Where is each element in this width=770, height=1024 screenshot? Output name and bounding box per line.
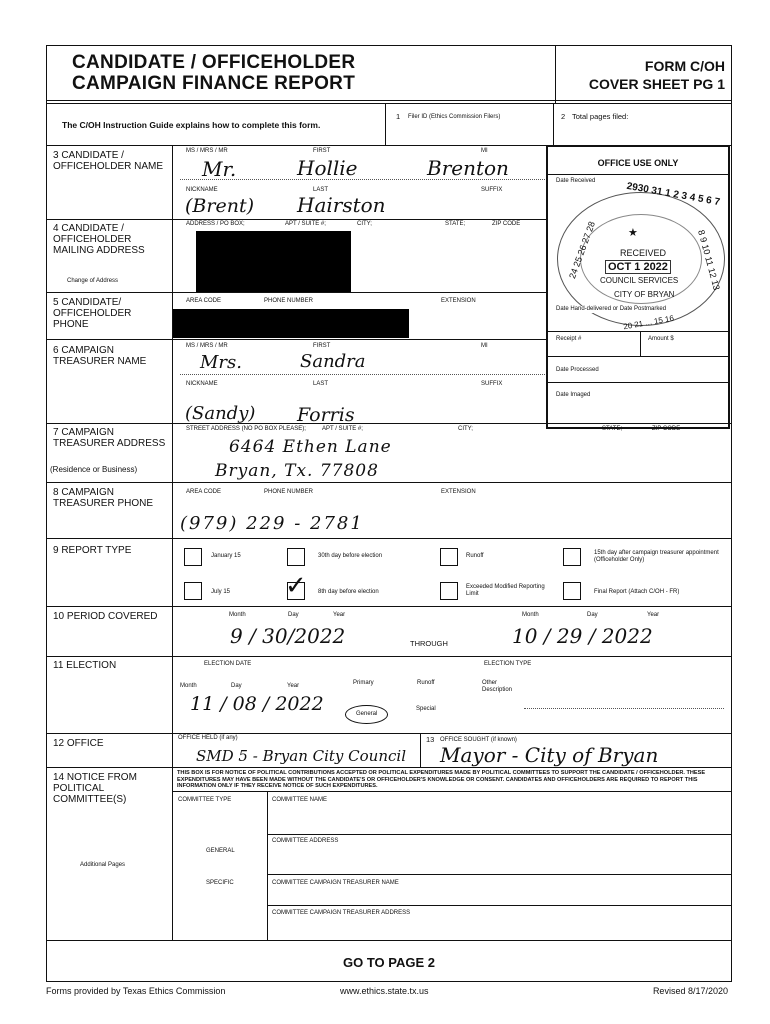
divider (47, 733, 731, 734)
treasurer-city-value: Bryan, Tx. 77808 (215, 461, 379, 481)
divider (47, 292, 546, 293)
form-title-line2: CAMPAIGN FINANCE REPORT (72, 73, 356, 94)
field-label: CITY; (357, 221, 372, 227)
divider (420, 733, 421, 767)
field-label: Day (288, 612, 299, 618)
field-label: STATE; (602, 426, 623, 432)
report-15day-checkbox[interactable] (563, 548, 581, 566)
election-primary-label[interactable]: Primary (353, 680, 374, 686)
field-label: SUFFIX (481, 187, 503, 193)
field-label: CITY; (458, 426, 473, 432)
field-label: COMMITTEE TYPE (178, 797, 232, 803)
report-runoff-checkbox[interactable] (440, 548, 458, 566)
field-label: MS / MRS / MR (186, 343, 228, 349)
stamp-ring-bottom: 20 21 ... 15 16 (622, 313, 675, 332)
report-jan15-checkbox[interactable] (184, 548, 202, 566)
form-subtitle: COVER SHEET PG 1 (588, 76, 725, 92)
divider (47, 656, 731, 657)
treasurer-first-value: Sandra (300, 351, 366, 372)
redacted-mailing-address (196, 231, 351, 292)
office-use-title: OFFICE USE ONLY (597, 158, 679, 168)
report-final-checkbox[interactable] (563, 582, 581, 600)
treasurer-phone-value: (979) 229 - 2781 (180, 513, 364, 534)
divider (548, 382, 728, 383)
section-11-label: 11 ELECTION (53, 660, 117, 671)
divider (267, 791, 268, 940)
form-id: FORM C/OH (644, 58, 725, 74)
section-7-label: 7 CAMPAIGN TREASURER ADDRESS (53, 427, 166, 449)
field-label: APT / SUITE #; (285, 221, 326, 227)
divider (180, 179, 545, 180)
amount-label: Amount $ (648, 336, 674, 342)
field-label: EXTENSION (441, 489, 476, 495)
divider (47, 940, 731, 941)
field-label: Year (647, 612, 660, 618)
office-sought-value: Mayor - City of Bryan (440, 743, 659, 767)
treasurer-nickname-value: (Sandy) (185, 403, 256, 424)
candidate-last-value: Hairston (297, 193, 386, 217)
field-label: Year (287, 683, 300, 689)
field-label: EXTENSION (441, 298, 476, 304)
divider (47, 339, 546, 340)
divider (385, 103, 386, 145)
section-7-sub: (Residence or Business) (50, 465, 138, 474)
total-pages-num: 2 (561, 112, 566, 121)
redacted-candidate-phone (173, 309, 409, 338)
report-8day-checkmark: ✓ (285, 571, 307, 601)
receipt-label: Receipt # (556, 336, 582, 342)
office-held-value: SMD 5 - Bryan City Council (196, 747, 406, 765)
election-special-label[interactable]: Special (416, 706, 436, 712)
report-jan15-label: January 15 (211, 553, 241, 559)
report-runoff-label: Runoff (466, 553, 484, 559)
divider (47, 482, 731, 483)
footer-revised: Revised 8/17/2020 (652, 986, 728, 996)
footer-provided: Forms provided by Texas Ethics Commission (46, 986, 226, 996)
divider (553, 103, 554, 145)
period-from-value: 9 / 30/2022 (230, 624, 346, 648)
section-3-label: 3 CANDIDATE / OFFICEHOLDER NAME (53, 150, 164, 172)
report-exceeded-checkbox[interactable] (440, 582, 458, 600)
star-icon: ★ (628, 227, 638, 239)
footer-url[interactable]: www.ethics.state.tx.us (340, 986, 429, 996)
field-label: PHONE NUMBER (264, 298, 314, 304)
report-exceeded-label: Exceeded Modified Reporting Limit (466, 584, 545, 597)
stamp-ring-left: 24 25 26 27 28 (567, 220, 598, 280)
field-label: APT / SUITE #; (322, 426, 363, 432)
field-label: FIRST (313, 343, 331, 349)
stamp-ring-right: 8 9 10 11 12 13 (696, 228, 722, 292)
field-label: Month (229, 612, 246, 618)
field-label: Year (333, 612, 346, 618)
field-label: NICKNAME (186, 187, 218, 193)
notice-text: THIS BOX IS FOR NOTICE OF POLITICAL CONTRIBUTIONS ACCEPTED OR POLITICAL EXPENDITURES MADE BY POLITICAL COMMITTEES TO SUPPORT THE CANDIDATE / OFFICEHOLDER. THESE EXPENDITURES MAY HAVE BEEN MADE WITHOUT THE CANDIDATE'S OR OFFICEHOLDER'S KNOWLEDGE OR CONSENT. CANDIDATES AND OFFICEHOLDERS ARE REQUIRED TO REPORT THIS INFORMATION ONLY IF THEY RECEIVE NOTICE OF SUCH EXPENDITURES. (177, 770, 706, 789)
section-9-label: 9 REPORT TYPE (53, 545, 132, 556)
committee-specific-label[interactable]: SPECIFIC (206, 880, 234, 886)
report-30day-label: 30th day before election (318, 553, 383, 559)
section-14-label: 14 NOTICE FROM POLITICAL COMMITTEE(S) (53, 772, 137, 805)
field-label: COMMITTEE ADDRESS (272, 838, 339, 844)
divider (548, 331, 728, 332)
divider (47, 423, 731, 424)
field-label: NICKNAME (186, 381, 218, 387)
report-jul15-label: July 15 (211, 589, 231, 595)
candidate-mi-value: Brenton (427, 156, 509, 180)
field-label: AREA CODE (186, 489, 222, 495)
field-label: COMMITTEE CAMPAIGN TREASURER ADDRESS (272, 910, 411, 916)
total-pages-label: Total pages filed: (572, 112, 629, 121)
field-label: MI (481, 343, 488, 349)
stamp-received: RECEIVED (620, 248, 667, 258)
divider (267, 874, 731, 875)
treasurer-street-value: 6464 Ethen Lane (229, 437, 392, 457)
filer-id-label: Filer ID (Ethics Commission Filers) (408, 114, 501, 120)
treasurer-title-value: Mrs. (200, 352, 242, 373)
field-label: COMMITTEE NAME (272, 797, 327, 803)
field-label: SUFFIX (481, 381, 503, 387)
section-6-label: 6 CAMPAIGN TREASURER NAME (53, 345, 147, 367)
period-to-value: 10 / 29 / 2022 (512, 624, 653, 648)
field-label: OFFICE SOUGHT (if known) (440, 737, 517, 743)
divider (555, 46, 556, 103)
field-label: ELECTION TYPE (484, 661, 532, 667)
divider (267, 905, 731, 906)
field-label: LAST (313, 381, 329, 387)
section-10-label: 10 PERIOD COVERED (53, 611, 158, 622)
stamp-city: CITY OF BRYAN (614, 290, 675, 299)
field-label: ELECTION DATE (204, 661, 252, 667)
section-8-label: 8 CAMPAIGN TREASURER PHONE (53, 487, 154, 509)
field-label: STREET ADDRESS (NO PO BOX PLEASE); (186, 426, 306, 432)
divider (172, 145, 173, 940)
divider (47, 767, 731, 768)
date-received-label: Date Received (556, 178, 596, 184)
report-jul15-checkbox[interactable] (184, 582, 202, 600)
candidate-title-value: Mr. (202, 157, 237, 181)
field-label: COMMITTEE CAMPAIGN TREASURER NAME (272, 880, 399, 886)
section-5-label: 5 CANDIDATE/ OFFICEHOLDER PHONE (53, 297, 132, 330)
filer-id-num: 1 (396, 112, 401, 121)
instruction-text: The C/OH Instruction Guide explains how to complete this form. (62, 120, 321, 130)
divider (640, 331, 641, 356)
report-15day-label: 15th day after campaign treasurer appointment (Officeholder Only) (594, 550, 719, 563)
treasurer-last-value: Forris (297, 404, 355, 426)
date-imaged-label: Date Imaged (556, 392, 591, 398)
election-general-circled[interactable]: General (345, 705, 388, 724)
committee-general-label[interactable]: GENERAL (206, 848, 235, 854)
stamp-ring-top: 2930 31 1 2 3 4 5 6 7 (625, 180, 721, 209)
candidate-first-value: Hollie (297, 156, 358, 180)
date-processed-label: Date Processed (556, 367, 599, 373)
divider (524, 708, 724, 709)
section-4-label: 4 CANDIDATE / OFFICEHOLDER MAILING ADDRESS (53, 223, 145, 256)
stamp-date: OCT 1 2022 (605, 260, 671, 274)
divider (548, 356, 728, 357)
divider (172, 791, 731, 792)
form-title-line1: CANDIDATE / OFFICEHOLDER (72, 52, 356, 73)
election-runoff-label[interactable]: Runoff (417, 680, 435, 686)
field-label: MS / MRS / MR (186, 148, 228, 154)
field-label: Month (180, 683, 197, 689)
election-other-label[interactable]: Other Description (482, 680, 513, 693)
candidate-nickname-value: (Brent) (185, 195, 254, 217)
field-label: MI (481, 148, 488, 154)
section-13-num: 13 (426, 735, 435, 744)
field-label: FIRST (313, 148, 331, 154)
through-label: THROUGH (410, 639, 448, 648)
field-label: ZIP CODE (492, 221, 521, 227)
field-label: LAST (313, 187, 329, 193)
election-date-value: 11 / 08 / 2022 (190, 693, 324, 715)
divider (47, 100, 731, 101)
field-label: ADDRESS / PO BOX; (186, 221, 245, 227)
divider (47, 103, 731, 104)
date-hand-delivered-label: Date Hand-delivered or Date Postmarked (556, 306, 667, 312)
report-final-label: Final Report (Attach C/OH - FR) (594, 589, 680, 595)
field-label: STATE; (445, 221, 466, 227)
divider (267, 834, 731, 835)
divider (47, 538, 731, 539)
change-of-address[interactable]: Change of Address (67, 278, 119, 284)
divider (47, 606, 731, 607)
section-12-label: 12 OFFICE (53, 738, 104, 749)
divider (47, 219, 546, 220)
divider (548, 174, 728, 175)
go-to-page-2: GO TO PAGE 2 (343, 955, 435, 970)
field-label: Day (231, 683, 242, 689)
field-label: Day (587, 612, 598, 618)
divider (180, 374, 545, 375)
additional-pages-label: Additional Pages (80, 862, 126, 868)
field-label: OFFICE HELD (if any) (178, 735, 238, 741)
report-30day-checkbox[interactable] (287, 548, 305, 566)
field-label: Month (522, 612, 539, 618)
field-label: ZIP CODE (652, 426, 681, 432)
report-8day-label: 8th day before election (318, 589, 379, 595)
stamp-org: COUNCIL SERVICES (600, 276, 679, 285)
field-label: PHONE NUMBER (264, 489, 314, 495)
field-label: AREA CODE (186, 298, 222, 304)
